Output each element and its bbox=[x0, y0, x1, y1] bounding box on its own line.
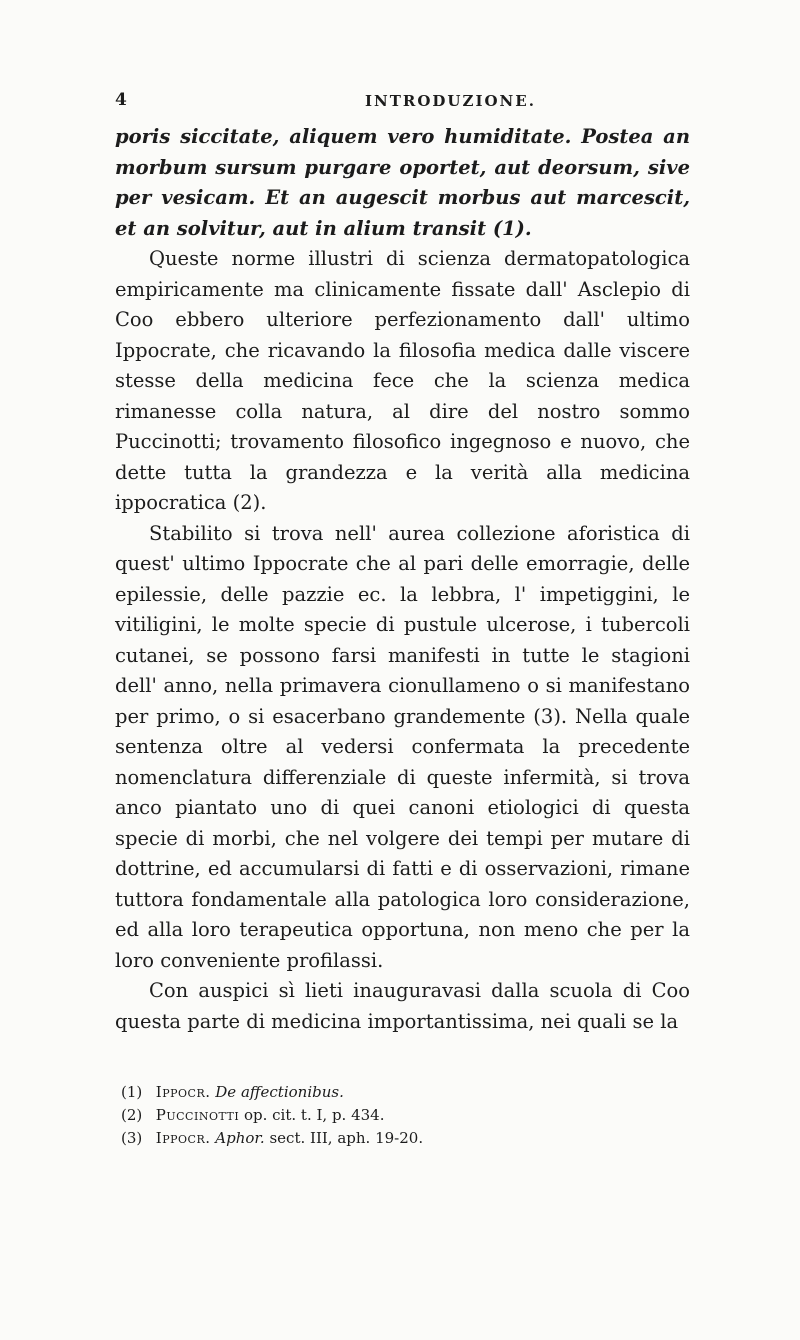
footnote-author: Puccinotti bbox=[155, 1106, 240, 1124]
footnote-number: (1) bbox=[121, 1083, 143, 1101]
body-text bbox=[115, 122, 690, 1037]
latin-quotation-paragraph: poris siccitate, aliquem vero humiditate. Postea an morbum sursum purgare oportet, aut deorsum, sive per vesicam. Et an augescit morbus aut marcescit, et an solvitur, aut in alium transit (1). bbox=[115, 125, 690, 240]
book-page bbox=[115, 90, 690, 1150]
footnote-author: Ippocr. bbox=[155, 1129, 211, 1147]
page-number: 4 bbox=[115, 90, 127, 110]
paragraph-scuola-di-coo: Con auspici sì lieti inauguravasi dalla scuola di Coo questa parte di medicina importantissima, nei quali se la bbox=[115, 979, 690, 1033]
paragraph-aforismi: Stabilito si trova nell' aurea collezione aforistica di quest' ultimo Ippocrate che al pari delle emorragie, delle epilessie, delle pazzie ec. la lebbra, l' impetiggini, le vitiligini, le molte specie di pustule ulcerose, i tubercoli cutanei, se possono farsi manifesti in tutte le stagioni dell' anno, nella primavera cionullameno o si manifestano per primo, o si esacerbano grandemente (3). Nella quale sentenza oltre al vedersi confermata la precedente nomenclatura differenziale di queste infermità, si trova anco piantato uno di quei canoni etiologici di questa specie di morbi, che nel volgere dei tempi per mutare di dottrine, ed accumularsi di fatti e di osservazioni, rimane tuttora fondamentale alla patologica loro considerazione, ed alla loro terapeutica opportuna, non meno che per la loro conveniente profilassi. bbox=[115, 521, 690, 972]
footnote-number: (2) bbox=[121, 1106, 143, 1124]
footnote-reference: op. cit. t. I, p. 434. bbox=[243, 1106, 385, 1124]
footnote-1 bbox=[115, 1081, 690, 1104]
paragraph-dermatopatologia: Queste norme illustri di scienza dermatopatologica empiricamente ma clinicamente fissate dall' Asclepio di Coo ebbero ulteriore perfezionamento dall' ultimo Ippocrate, che ricavando la filosofia medica dalle viscere stesse della medicina fece che la scienza medica rimanesse colla natura, al dire del nostro sommo Puccinotti; trovamento filosofico ingegnoso e nuovo, che dette tutta la grandezza e la verità alla medicina ippocratica (2). bbox=[115, 247, 690, 514]
footnote-3 bbox=[115, 1127, 690, 1150]
page-header bbox=[115, 90, 690, 122]
footnote-reference: sect. III, aph. 19-20. bbox=[269, 1129, 424, 1147]
running-head: INTRODUZIONE. bbox=[365, 92, 536, 110]
footnote-work: Aphor. bbox=[215, 1129, 265, 1147]
footnote-work: De affectionibus. bbox=[215, 1083, 344, 1101]
footnote-2 bbox=[115, 1104, 690, 1127]
footnote-number: (3) bbox=[121, 1129, 143, 1147]
footnotes bbox=[115, 1081, 690, 1150]
footnote-author: Ippocr. bbox=[155, 1083, 211, 1101]
